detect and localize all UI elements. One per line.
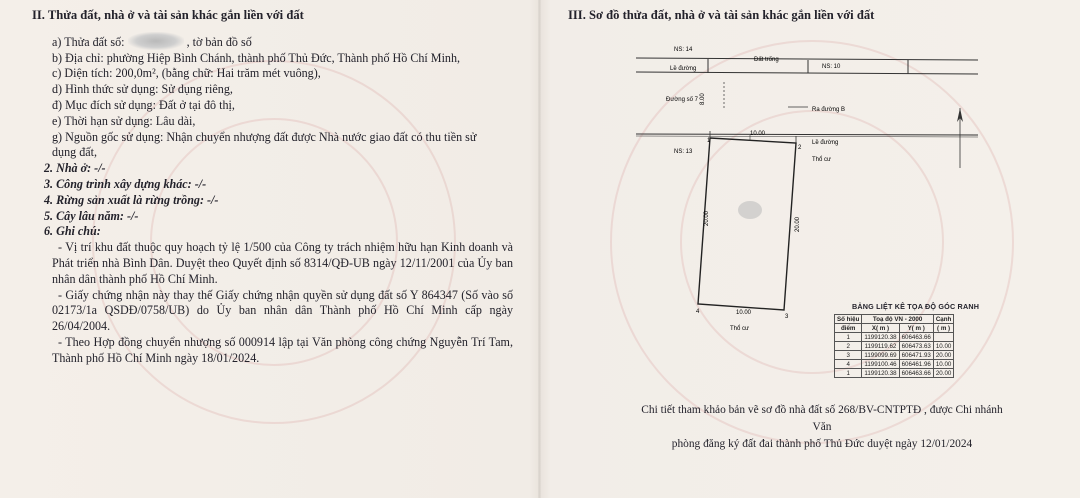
point-2: 2 <box>798 145 802 151</box>
parcel-diagram <box>600 38 980 338</box>
notes-heading: 6. Ghi chú: <box>44 224 101 239</box>
label-top-length: 10.00 <box>750 131 766 137</box>
point-1: 1 <box>707 138 711 144</box>
usage-origin-line: g) Nguồn gốc sử dụng: Nhận chuyển nhượng đất được Nhà nước giao đất có thu tiền sử <box>52 129 477 144</box>
redacted-blur <box>738 201 762 219</box>
curb-line-bottom-2 <box>636 136 978 137</box>
point-4: 4 <box>696 309 700 315</box>
note-3: - Theo Hợp đồng chuyển nhượng số 000914 lập tại Văn phòng công chứng Nguyễn Trí Tam, Thành phố Hồ Chí Minh ngày 18/01/2024. <box>52 334 513 365</box>
page-fold <box>538 0 541 498</box>
table-row: 4 1199100.46 606461.96 10.00 <box>835 360 954 369</box>
label-left-side: 20.00 <box>704 210 710 226</box>
parcel-number-line: a) Thửa đất số: , tờ bản đồ số <box>52 32 513 51</box>
label-road-7: Đường số 7 <box>666 97 698 103</box>
forest-item: 4. Rừng sản xuất là rừng trồng: -/- <box>44 192 219 207</box>
construction-item: 3. Công trình xây dựng khác: -/- <box>44 176 207 191</box>
label-ns14: NS: 14 <box>674 47 693 53</box>
table-row: 1 1199120.38 606463.66 20.00 <box>835 369 954 378</box>
coordinate-table-title: BẢNG LIỆT KÊ TỌA ĐỘ GÓC RANH <box>852 302 980 311</box>
usage-purpose-line: đ) Mục đích sử dụng: Đất ở tại đô thị, <box>52 97 235 112</box>
point-3: 3 <box>785 314 789 320</box>
label-to-road-b: Ra đường B <box>812 107 845 113</box>
address-line: b) Địa chỉ: phường Hiệp Bình Chánh, thành phố Thủ Đức, Thành phố Hồ Chí Minh, <box>52 50 461 65</box>
redacted-blur <box>128 32 184 50</box>
label-residential-bottom: Thổ cư <box>730 326 750 332</box>
label-curb-top: Lề đường <box>670 66 697 72</box>
land-info-section <box>28 8 513 367</box>
drawing-reference-note: Chi tiết tham khảo bản vẽ sơ đồ nhà đất số 268/BV-CNTPTĐ , được Chi nhánh Văn phòng đăng ký đất đai thành phố Thủ Đức duyệt ngày 12/01/2024 <box>641 404 1003 450</box>
col-point-id: Số hiệu <box>835 315 862 324</box>
coordinate-table: Số hiệu Toạ độ VN - 2000 Cạnh điểm X( m ) Y( m ) ( m ) 1 1199120.38 606463.66 2 1199119.62 606473.63 10.00 3 1199099.69 606471.93 20.00 4 1199100.46 606461.96 10.00 1 1199120.38 606463.66 20.00 <box>834 314 954 378</box>
area-line: c) Diện tích: 200,0m², (bằng chữ: Hai trăm mét vuông), <box>52 66 321 81</box>
table-row: 3 1199099.69 606471.93 20.00 <box>835 351 954 360</box>
section-title-iii: III. Sơ đồ thửa đất, nhà ở và tài sản khác gắn liền với đất <box>568 8 875 22</box>
label-bottom-length: 10.00 <box>736 310 752 316</box>
usage-form-line: d) Hình thức sử dụng: Sử dụng riêng, <box>52 82 233 97</box>
label-ns13: NS: 13 <box>674 149 693 155</box>
perennial-item: 5. Cây lâu năm: -/- <box>44 208 139 223</box>
col-edge: Cạnh <box>933 315 953 324</box>
label-vacant-land: Đất trống <box>754 57 779 63</box>
note-2: - Giấy chứng nhận này thay thế Giấy chứng nhận quyền sử dụng đất số Y 864347 (Số vào số 02173/1a QSDĐ/0758/UB) do Ủy ban nhân dân Thành phố Hồ Chí Minh cấp ngày 26/04/2004. <box>52 287 513 334</box>
section-title-ii: II. Thửa đất, nhà ở và tài sản khác gắn liền với đất <box>32 8 304 22</box>
house-item: 2. Nhà ở: -/- <box>44 161 106 176</box>
usage-origin-line-2: dụng đất, <box>52 145 98 160</box>
curb-line-bottom <box>636 134 978 135</box>
label-road-width: 8.00 <box>700 93 706 105</box>
table-row: 1 1199120.38 606463.66 <box>835 333 954 342</box>
label-curb-right: Lề đường <box>812 140 839 146</box>
parcel-outline <box>698 138 796 310</box>
label-residential-right: Thổ cư <box>812 157 832 163</box>
note-1: - Vị trí khu đất thuộc quy hoạch tỷ lệ 1/500 của Công ty trách nhiệm hữu hạn Kinh doanh và Phát triển nhà Bình Dân. Duyệt theo Quyết định số 8314/QĐ-UB ngày 12/11/2001 của Ủy ban nhân dân thành phố Hồ Chí Minh. <box>52 240 513 286</box>
label-ns10: NS: 10 <box>822 64 841 70</box>
table-row: 2 1199119.62 606473.63 10.00 <box>835 342 954 351</box>
curb-line-top <box>636 72 978 74</box>
label-right-side: 20.00 <box>795 216 801 232</box>
usage-term-line: e) Thời hạn sử dụng: Lâu dài, <box>52 113 196 128</box>
col-coordinates: Toạ độ VN - 2000 <box>862 315 933 324</box>
block-line-top <box>636 58 978 60</box>
